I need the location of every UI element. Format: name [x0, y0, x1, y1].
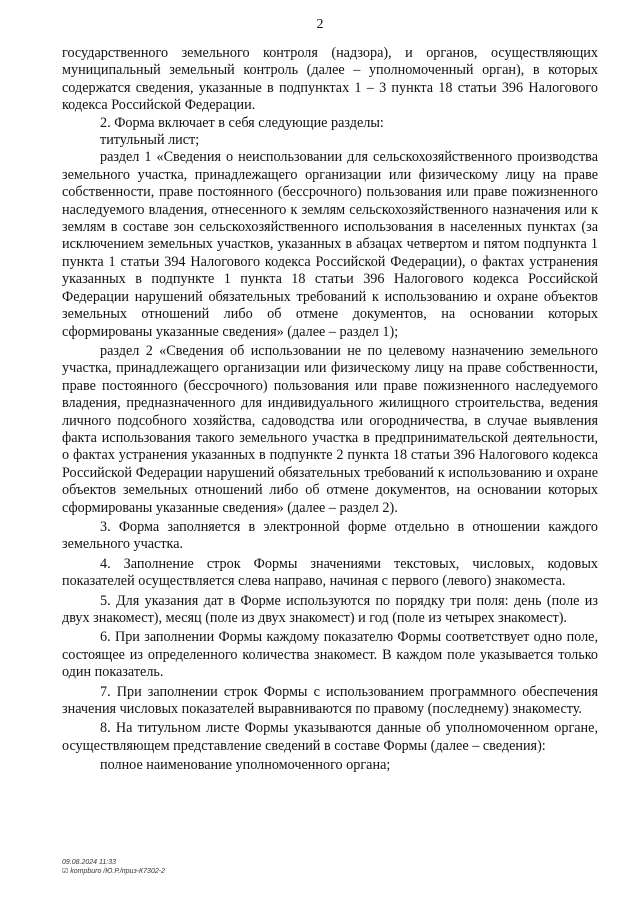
- footer-stamp: ☑ kompburo /Ю.Р./приз-К7302-2: [62, 868, 165, 875]
- paragraph-title-sheet: титульный лист;: [100, 132, 200, 149]
- document-body: [62, 45, 598, 775]
- paragraph-full-name: полное наименование уполномоченного органа;: [100, 757, 391, 774]
- paragraph-item-6: 6. При заполнении Формы каждому показателю Формы соответствует одно поле, состоящее из определенного количества знакомест. В каждом поле указывается только один показатель.: [62, 629, 598, 681]
- paragraph-item-5: 5. Для указания дат в Форме используются по порядку три поля: день (поле из двух знакомест), месяц (поле из двух знакомест) и год (поле из четырех знакомест).: [62, 592, 598, 626]
- paragraph-continuation: государственного земельного контроля (надзора), и органов, осуществляющих муниципальный земельный контроль (далее – уполномоченный орган), в которых содержатся сведения, указанные в подпунктах 1 – 3 пункта 18 статьи 396 Налогового кодекса Российской Федерации.: [62, 45, 598, 114]
- paragraph-item-2: 2. Форма включает в себя следующие разделы:: [100, 114, 384, 131]
- paragraph-section-1: раздел 1 «Сведения о неиспользовании для сельскохозяйственного производства земельного участка, принадлежащего организации или физическому лицу на праве собственности, праве постоянного (бессрочного) пользования или праве пожизненного наследуемого владения, отнесенного к землям сельскохозяйственного назначения или к землям в составе зон сельскохозяйственного использования в населенных пунктах (за исключением земельных участков, указанных в абзацах четвертом и пятом подпункта 1 пункта 1 статьи 394 Налогового кодекса Российской Федерации), о фактах устранения указанных в подпункте 1 пункта 18 статьи 396 Налогового кодекса Российской Федерации нарушений обязательных требований к использованию и охране объектов земельных отношений либо об отмене документов, на основании которых сформированы указанные сведения» (далее – раздел 1);: [62, 149, 598, 340]
- paragraph-item-7: 7. При заполнении строк Формы с использованием программного обеспечения значения числовых показателей выравниваются по правому (последнему) знакоместу.: [62, 683, 598, 718]
- page-number: 2: [316, 17, 324, 32]
- paragraph-item-8: 8. На титульном листе Формы указываются данные об уполномоченном органе, осуществляющем представление сведений в составе Формы (далее – сведения):: [62, 720, 598, 754]
- footer-timestamp: 09.08.2024 11:33: [62, 859, 116, 866]
- paragraph-item-3: 3. Форма заполняется в электронной форме отдельно в отношении каждого земельного участка.: [62, 518, 598, 553]
- paragraph-item-4: 4. Заполнение строк Формы значениями текстовых, числовых, кодовых показателей осуществляется слева направо, начиная с первого (левого) знакоместа.: [62, 555, 598, 590]
- paragraph-section-2: раздел 2 «Сведения об использовании не по целевому назначению земельного участка, принадлежащего организации или физическому лицу на праве собственности, праве постоянного (бессрочного) пользования или праве пожизненного наследуемого владения, предназначенного для индивидуального жилищного строительства, ведения личного подсобного хозяйства, садоводства или огородничества, в случае выявления факта использования такого земельного участка в предпринимательской деятельности, о фактах устранения указанных в подпункте 2 пункта 18 статьи 396 Налогового кодекса Российской Федерации нарушений обязательных требований к использованию и охране объектов земельных отношений либо об отмене документов, на основании которых сформированы указанные сведения» (далее – раздел 2).: [62, 342, 598, 516]
- document-footer: [62, 858, 165, 876]
